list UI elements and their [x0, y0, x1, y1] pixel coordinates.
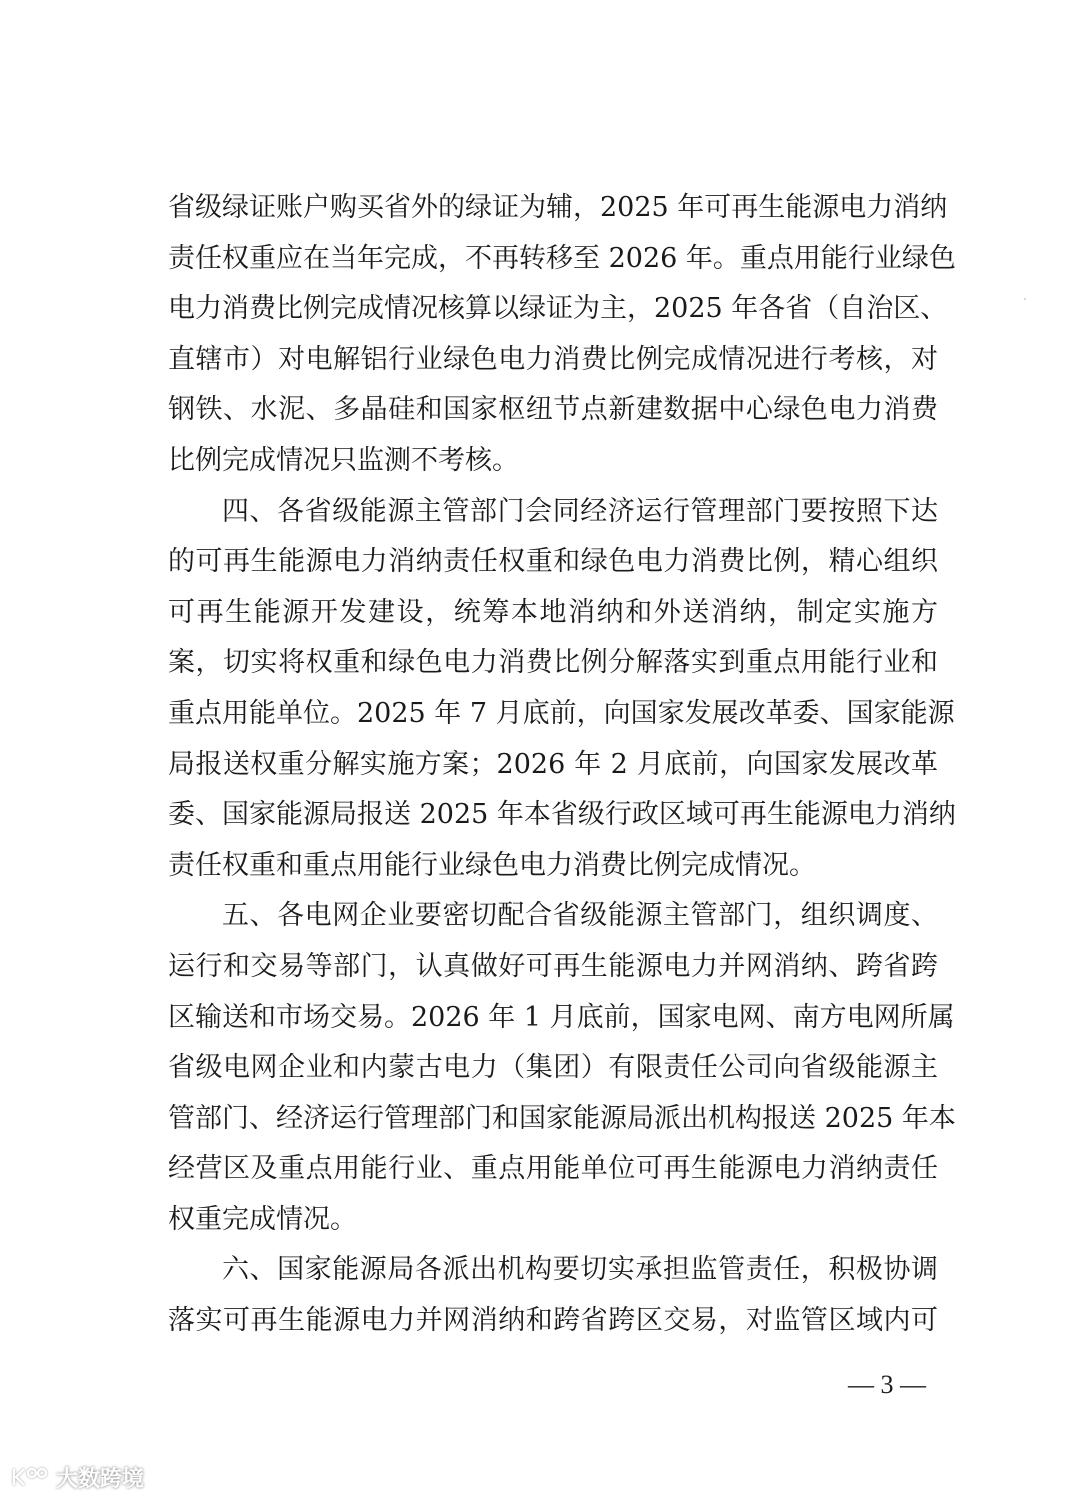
document-body — [168, 183, 956, 1347]
text-line: 责任权重应在当年完成，不再转移至 2026 年。重点用能行业绿色 — [168, 242, 956, 274]
text-line: 运行和交易等部门，认真做好可再生能源电力并网消纳、跨省跨 — [168, 950, 938, 982]
paragraph-four-start: 四、各省级能源主管部门会同经济运行管理部门要按照下达 — [222, 495, 938, 527]
text-line: 局报送权重分解实施方案；2026 年 2 月底前，向国家发展改革 — [168, 748, 938, 780]
k100-logo-icon — [10, 1465, 50, 1489]
text-line: 可再生能源开发建设，统筹本地消纳和外送消纳，制定实施方 — [168, 596, 938, 628]
text-line: 直辖市）对电解铝行业绿色电力消费比例完成情况进行考核，对 — [168, 343, 938, 375]
text-line: 电力消费比例完成情况核算以绿证为主，2025 年各省（自治区、 — [168, 293, 948, 325]
text-line: 案，切实将权重和绿色电力消费比例分解落实到重点用能行业和 — [168, 647, 938, 679]
text-line: 权重完成情况。 — [168, 1203, 357, 1235]
text-line: 区输送和市场交易。2026 年 1 月底前，国家电网、南方电网所属 — [168, 1001, 955, 1033]
paragraph-six-start: 六、国家能源局各派出机构要切实承担监管责任，积极协调 — [222, 1254, 938, 1286]
text-line: 重点用能单位。2025 年 7 月底前，向国家发展改革委、国家能源 — [168, 697, 955, 729]
text-line: 的可再生能源电力消纳责任权重和绿色电力消费比例，精心组织 — [168, 546, 938, 578]
text-line: 管部门、经济运行管理部门和国家能源局派出机构报送 2025 年本 — [168, 1102, 956, 1134]
text-line: 省级绿证账户购买省外的绿证为辅，2025 年可再生能源电力消纳 — [168, 192, 948, 223]
watermark — [10, 1462, 144, 1492]
paragraph-five-start: 五、各电网企业要密切配合省级能源主管部门，组织调度、 — [222, 900, 938, 932]
watermark-text: 大数跨境 — [56, 1466, 145, 1492]
text-line: 比例完成情况只监测不考核。 — [168, 444, 519, 476]
text-line: 落实可再生能源电力并网消纳和跨省跨区交易，对监管区域内可 — [168, 1305, 938, 1337]
page-number: — 3 — — [848, 1370, 926, 1399]
text-line: 经营区及重点用能行业、重点用能单位可再生能源电力消纳责任 — [168, 1153, 938, 1185]
text-line: 责任权重和重点用能行业绿色电力消费比例完成情况。 — [168, 849, 816, 881]
text-line: 省级电网企业和内蒙古电力（集团）有限责任公司向省级能源主 — [168, 1052, 938, 1084]
text-line: 钢铁、水泥、多晶硅和国家枢纽节点新建数据中心绿色电力消费 — [168, 394, 938, 426]
scan-speck — [1024, 298, 1026, 300]
text-line: 委、国家能源局报送 2025 年本省级行政区域可再生能源电力消纳 — [168, 799, 956, 831]
